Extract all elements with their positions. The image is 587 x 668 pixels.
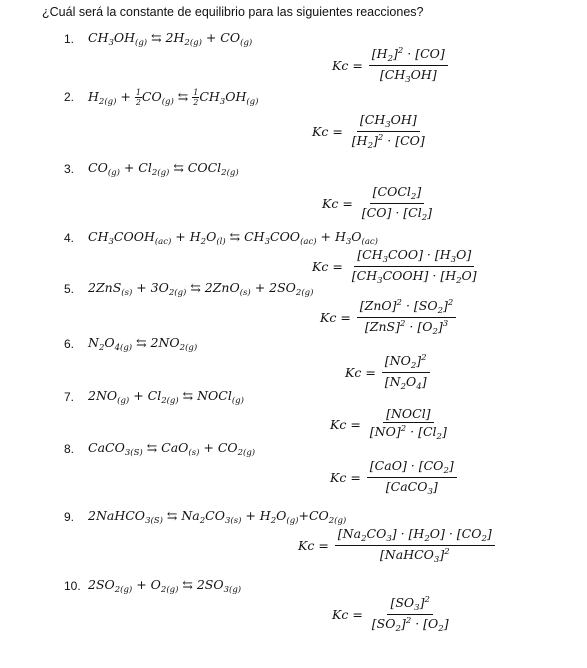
item-number: 3. bbox=[64, 162, 75, 176]
reaction-equation: $CH_3COOH_{(ac)} + H_2O_{(l)}$ ⇆ $CH_3COO_{(ac)} + H_3O_{(ac)}$ bbox=[88, 229, 378, 247]
item-number: 5. bbox=[64, 282, 75, 296]
question-title: ¿Cuál será la constante de equilibrio para las siguientes reacciones? bbox=[42, 5, 424, 19]
kc-label: Kc = bbox=[298, 538, 329, 553]
kc-expression: Kc = $[CH_3COO] \cdot [H_3O]$ $[CH_3COOH] \cdot [H_2O]$ bbox=[312, 247, 477, 286]
reaction-equation: $CH_3OH_{(g)}$ ⇆ $2H_{2(g)} + CO_{(g)}$ bbox=[88, 30, 253, 48]
kc-expression: Kc = [COCl$_2$] $[CO] \cdot [Cl_2]$ bbox=[322, 184, 433, 223]
kc-label: Kc = bbox=[345, 365, 376, 380]
item-number: 6. bbox=[64, 337, 75, 351]
kc-expression: Kc = $[ZnO]^2 \cdot [SO_2]^2$ $[ZnS]^2 \cdot [O_2]^3$ bbox=[320, 298, 456, 337]
item-number: 7. bbox=[64, 390, 75, 404]
kc-label: Kc = bbox=[332, 58, 363, 73]
reaction-equation: $H_{2(g)}$ + $\frac{1}{2}$ $CO_{(g)}$ ⇆ $\frac{1}{2}$ $CH_3OH_{(g)}$ bbox=[88, 88, 259, 107]
item-number: 2. bbox=[64, 90, 75, 104]
reaction-equation: CaCO$_{3(S)}$ ⇆ $CaO_{(s)} + CO_{2(g)}$ bbox=[88, 440, 256, 458]
reaction-equation: $N_2O_{4(g)}$ ⇆ $2NO_{2(g)}$ bbox=[88, 335, 198, 353]
kc-label: Kc = bbox=[320, 310, 351, 325]
item-number: 10. bbox=[64, 579, 81, 593]
item-number: 1. bbox=[64, 32, 75, 46]
kc-expression: Kc = $[Na_2CO_3] \cdot [H_2O] \cdot [CO_2]$ [NaHCO$_3$]$^2$ bbox=[298, 526, 495, 565]
kc-label: Kc = bbox=[332, 607, 363, 622]
reaction-equation: $2SO_{2(g)} + O_{2(g)}$ ⇆ $2SO_{3(g)}$ bbox=[88, 577, 242, 595]
kc-label: Kc = bbox=[330, 416, 361, 432]
item-number: 8. bbox=[64, 442, 75, 456]
kc-expression: Kc = $[CaO] \cdot [CO_2]$ [CaCO$_3$] bbox=[330, 458, 457, 497]
reaction-equation: $2NO_{(g)} + Cl_{2(g)}$ ⇆ NOCl$_{(g)}$ bbox=[88, 388, 244, 406]
reaction-equation: 2NaHCO$_{3(S)}$ ⇆ $Na_2CO_{3(s)} + H_2O_{(g)}+CO_{2(g)}$ bbox=[88, 508, 347, 526]
kc-expression: Kc = [NOCl] $[NO]^2 \cdot [Cl_2]$ bbox=[330, 406, 447, 442]
reaction-equation: $CO_{(g)} + Cl_{2(g)}$ ⇆ COCl$_{2(g)}$ bbox=[88, 160, 239, 178]
kc-label: Kc = bbox=[322, 196, 353, 211]
kc-expression: Kc = $\frac{[CH_3OH]}{[H_2]^2 \cdot [CO]}$ bbox=[312, 112, 425, 151]
item-number: 4. bbox=[64, 231, 75, 245]
kc-expression: Kc = $\frac{[H_2]^2 \cdot [CO]}{[CH_3OH]}$ bbox=[332, 46, 448, 85]
kc-expression: Kc = $\frac{[NO_2]^2}{[N_2O_4]}$ bbox=[345, 353, 430, 392]
item-number: 9. bbox=[64, 510, 75, 524]
reaction-equation: $2ZnS_{(s)} + 3O_{2(g)}$ ⇆ $2ZnO_{(s)} + 2SO_{2(g)}$ bbox=[88, 280, 314, 298]
kc-expression: Kc = $\frac{[SO_3]^2}{[SO_2]^2 \cdot [O_2]}$ bbox=[332, 595, 449, 634]
kc-label: Kc = bbox=[330, 470, 361, 485]
kc-label: Kc = bbox=[312, 124, 343, 139]
kc-label: Kc = bbox=[312, 259, 343, 274]
